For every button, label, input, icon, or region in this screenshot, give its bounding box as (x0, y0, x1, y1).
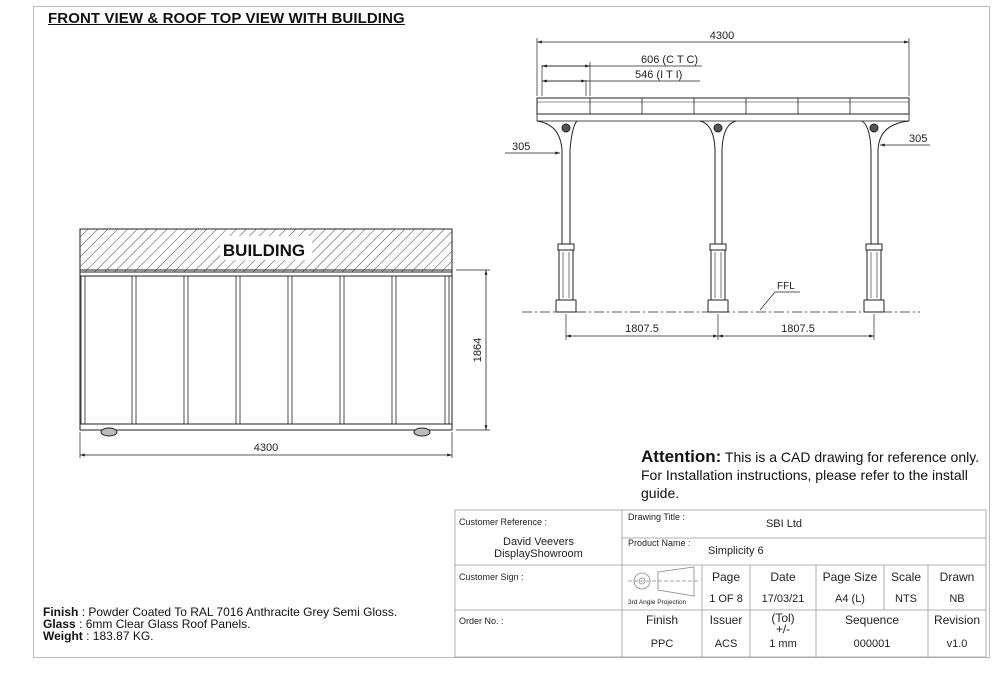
finish-value: PPC (650, 638, 674, 650)
weight-note-value: : 183.87 KG. (86, 629, 154, 643)
page-label: Page (711, 570, 741, 584)
glass-note-value: : 6mm Clear Glass Roof Panels. (79, 617, 251, 631)
tol-pm: +/- (775, 622, 791, 636)
customer-location: DisplayShowroom (494, 548, 583, 560)
post-right (862, 121, 909, 312)
drawn-value: NB (949, 593, 965, 605)
product-name: Simplicity 6 (708, 545, 764, 557)
span-right-dim: 1807.5 (781, 323, 815, 335)
top-width-dim: 4300 (253, 442, 279, 454)
page-size-label: Page Size (822, 570, 878, 584)
scale-value: NTS (895, 593, 917, 605)
attention-heading: Attention: (641, 447, 722, 466)
revision-label: Revision (933, 613, 981, 627)
attention-note (641, 448, 986, 502)
iti-dim: 546 (I T I) (635, 69, 683, 81)
page-size-value: A4 (L) (835, 593, 865, 605)
customer-reference-label: Customer Reference : (459, 517, 548, 527)
attention-line2: For Installation instructions, please refer to the install guide. (641, 467, 968, 501)
post-left (537, 121, 577, 312)
date-label: Date (770, 570, 796, 584)
attention-line1: This is a CAD drawing for reference only. (724, 449, 980, 465)
right-overhang-dim: 305 (909, 133, 928, 145)
glass-note-label: Glass (43, 617, 76, 631)
weight-note-label: Weight (43, 629, 83, 643)
drawn-label: Drawn (939, 570, 975, 584)
post-bases-plan (101, 428, 430, 436)
revision-value: v1.0 (946, 638, 968, 650)
ffl-label: FFL (777, 281, 795, 292)
customer-reference (455, 536, 622, 560)
projection-symbol (628, 567, 700, 596)
ctc-dim: 606 (C T C) (641, 54, 699, 66)
spec-notes (43, 606, 397, 642)
page-value: 1 OF 8 (709, 593, 743, 605)
left-overhang-dim: 305 (512, 141, 531, 153)
drawing-title: SBI Ltd (765, 518, 803, 530)
projection-label: 3rd Angle Projection (628, 599, 687, 606)
front-view-dims (512, 30, 927, 335)
finish-note-value: : Powder Coated To RAL 7016 Anthracite Grey Semi Gloss. (81, 605, 398, 619)
post-middle (700, 121, 736, 312)
front-overall-dim: 4300 (709, 30, 735, 42)
building-label: BUILDING (222, 241, 306, 260)
customer-name: David Veevers (503, 536, 574, 548)
sequence-label: Sequence (844, 613, 900, 627)
finish-label: Finish (645, 613, 678, 627)
issuer-label: Issuer (709, 613, 743, 627)
tol-label: (Tol) (771, 611, 795, 625)
date-value: 17/03/21 (761, 593, 805, 605)
top-depth-dim: 1864 (472, 337, 484, 363)
finish-note-label: Finish (43, 605, 79, 619)
drawing-title-label: Drawing Title : (628, 512, 686, 522)
tolerance-header (750, 613, 816, 635)
glazing-bars (81, 276, 449, 424)
page-title: FRONT VIEW & ROOF TOP VIEW WITH BUILDING (48, 10, 405, 27)
span-left-dim: 1807.5 (625, 323, 659, 335)
front-view (505, 38, 930, 340)
sequence-value: 000001 (853, 638, 891, 650)
roof-beam (537, 98, 909, 114)
scale-label: Scale (890, 570, 922, 584)
product-name-label: Product Name : (628, 538, 691, 548)
issuer-value: ACS (714, 638, 738, 650)
roof-bar-marks (590, 98, 850, 114)
tol-value: 1 mm (769, 638, 797, 650)
order-no-label: Order No. : (459, 616, 504, 626)
roof-top-view (80, 229, 490, 458)
customer-sign-label: Customer Sign : (459, 572, 524, 582)
